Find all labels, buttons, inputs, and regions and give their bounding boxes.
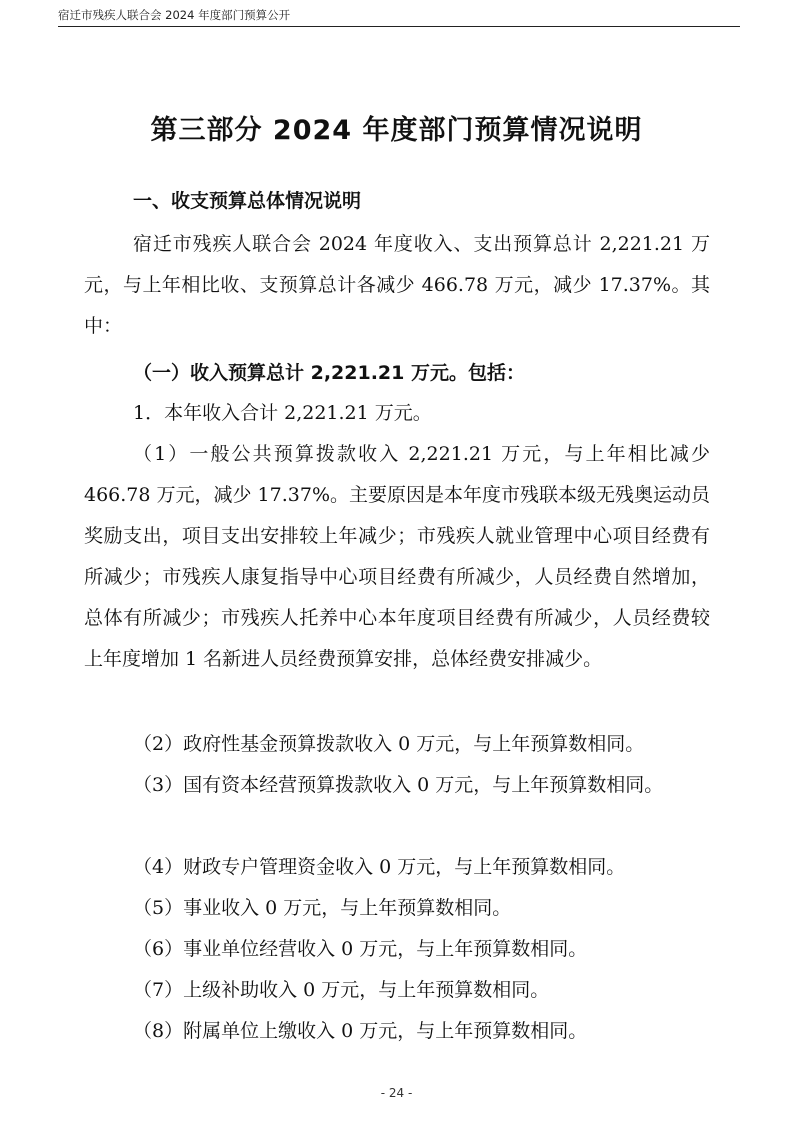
paragraph-item-1-7: （7）上级补助收入 0 万元，与上年预算数相同。: [133, 979, 550, 1001]
page-number: - 24 -: [380, 1086, 413, 1100]
paragraph-item-1-5: （5）事业收入 0 万元，与上年预算数相同。: [133, 897, 512, 919]
page-header: 宿迁市残疾人联合会 2024 年度部门预算公开: [58, 8, 291, 22]
paragraph-item-1-4: （4）财政专户管理资金收入 0 万元，与上年预算数相同。: [133, 856, 626, 878]
paragraph-item-1: 1．本年收入合计 2,221.21 万元。: [133, 402, 432, 424]
header-rule: [58, 26, 740, 27]
paragraph-item-1-2: （2）政府性基金预算拨款收入 0 万元，与上年预算数相同。: [133, 733, 645, 755]
section-heading-1: 一、收支预算总体情况说明: [133, 190, 362, 212]
paragraph-item-1-8: （8）附属单位上缴收入 0 万元，与上年预算数相同。: [133, 1020, 588, 1042]
page-title: 第三部分 2024 年度部门预算情况说明: [150, 115, 643, 146]
subsection-heading-income: （一）收入预算总计 2,221.21 万元。包括：: [133, 362, 525, 384]
paragraph-item-1-6: （6）事业单位经营收入 0 万元，与上年预算数相同。: [133, 938, 588, 960]
paragraph-item-1-1: （1）一般公共预算拨款收入 2,221.21 万元，与上年相比减少 466.78 万元，减少 17.37%。主要原因是本年度市残联本级无残奥运动员奖励支出，项目支出安排较上年减少；市残疾人就业管理中心项目经费有所减少；市残疾人康复指导中心项目经费有所减少，人员经费自然增加，总体有所减少；市残疾人托养中心本年度项目经费有所减少，人员经费较上年度增加 1 名新进人员经费预算安排，总体经费安排减少。: [84, 443, 711, 670]
paragraph-item-1-3: （3）国有资本经营预算拨款收入 0 万元，与上年预算数相同。: [133, 774, 664, 796]
paragraph-overview: 宿迁市残疾人联合会 2024 年度收入、支出预算总计 2,221.21 万元，与上年相比收、支预算总计各减少 466.78 万元，减少 17.37%。其中：: [84, 233, 710, 337]
